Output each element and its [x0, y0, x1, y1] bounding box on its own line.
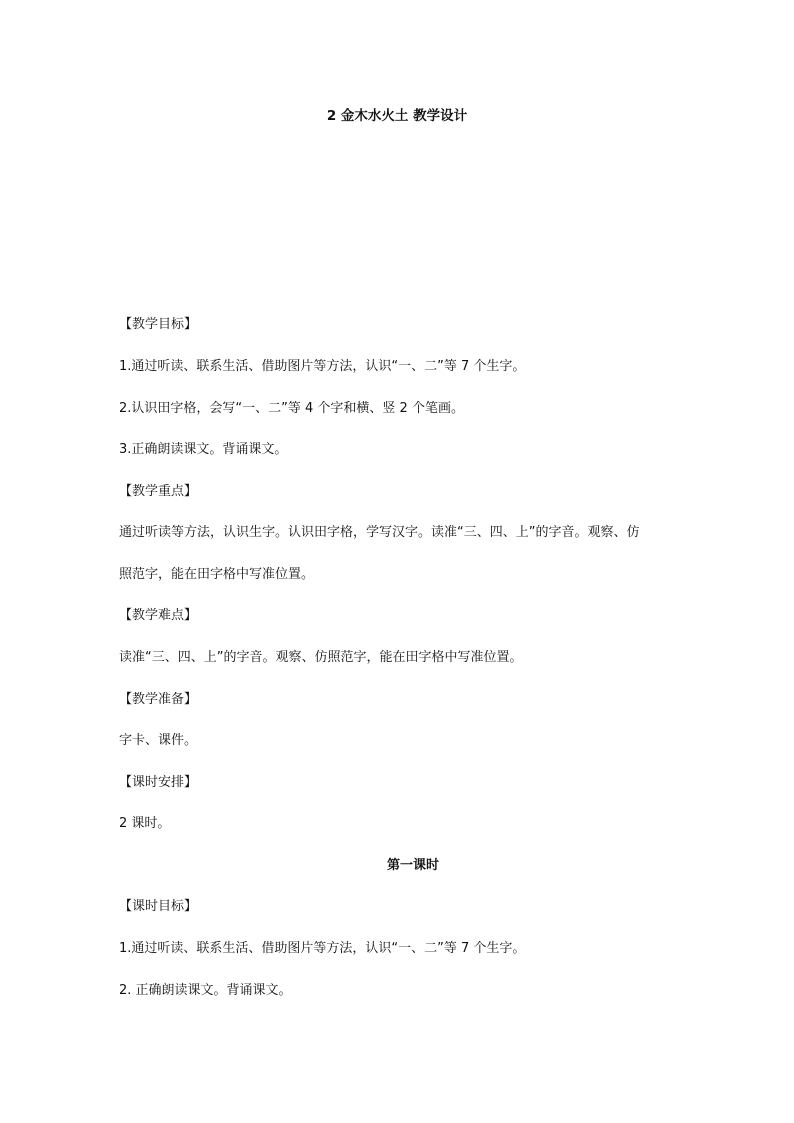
- section-heading-key-points: 【教学重点】: [119, 484, 198, 499]
- goal-line-3: 3.正确朗读课文。背诵课文。: [119, 442, 288, 457]
- section-heading-difficulties: 【教学难点】: [119, 608, 198, 623]
- key-points-line-2: 照范字，能在田字格中写准位置。: [119, 567, 315, 582]
- key-points-line-1: 通过听读等方法，认识生字。认识田字格，学写汉字。读准“三、四、上”的字音。观察、仿: [119, 525, 640, 540]
- preparation-line: 字卡、课件。: [119, 733, 198, 748]
- section-heading-preparation: 【教学准备】: [119, 692, 198, 707]
- document-title: 2 金木水火土 教学设计: [326, 108, 468, 124]
- schedule-line: 2 课时。: [119, 816, 171, 831]
- goal-line-1: 1.通过听读、联系生活、借助图片等方法，认识“一、二”等 7 个生字。: [119, 359, 526, 374]
- difficulties-line: 读准“三、四、上”的字音。观察、仿照范字，能在田字格中写准位置。: [119, 650, 523, 665]
- section-heading-schedule: 【课时安排】: [119, 775, 198, 790]
- section-heading-teaching-goals: 【教学目标】: [119, 317, 198, 332]
- lesson-heading: 第一课时: [386, 858, 439, 873]
- lesson-goal-line-2: 2. 正确朗读课文。背诵课文。: [119, 983, 292, 998]
- section-heading-lesson-goals: 【课时目标】: [119, 899, 198, 914]
- goal-line-2: 2.认识田字格，会写“一、二”等 4 个字和横、竖 2 个笔画。: [119, 401, 464, 416]
- lesson-goal-line-1: 1.通过听读、联系生活、借助图片等方法，认识“一、二”等 7 个生字。: [119, 941, 526, 956]
